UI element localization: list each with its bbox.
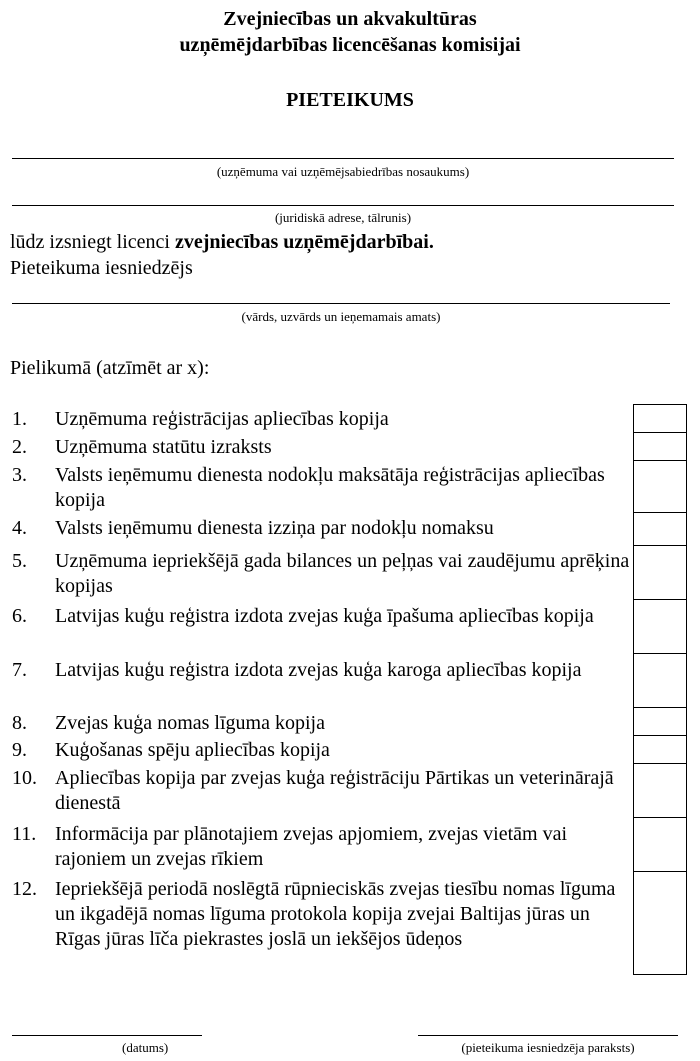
item-number: 2. <box>12 436 27 458</box>
signature-field-line[interactable] <box>418 1035 678 1036</box>
applicant-caption: (vārds, uzvārds un ieņemamais amats) <box>241 309 441 324</box>
legal-address-field-line[interactable] <box>12 205 674 206</box>
attachment-item-10: Apliecības kopija par zvejas kuģa reģistrāciju Pārtikas un veterinārajā dienestā <box>55 767 614 814</box>
item-8-checkbox[interactable] <box>633 707 687 736</box>
attachment-item-9: Kuģošanas spēju apliecības kopija <box>55 739 330 761</box>
company-name-caption: (uzņēmuma vai uzņēmējsabiedrības nosaukums) <box>216 164 470 179</box>
item-3-checkbox[interactable] <box>633 460 687 513</box>
item-10-checkbox[interactable] <box>633 763 687 818</box>
item-1-checkbox[interactable] <box>633 404 687 433</box>
date-caption: (datums) <box>122 1040 169 1055</box>
attachment-item-5: Uzņēmuma iepriekšējā gada bilances un peļņas vai zaudējumu aprēķina kopijas <box>55 550 630 597</box>
attachment-item-2: Uzņēmuma statūtu izraksts <box>55 436 272 458</box>
item-12-checkbox[interactable] <box>633 871 687 975</box>
item-2-checkbox[interactable] <box>633 432 687 461</box>
item-9-checkbox[interactable] <box>633 735 687 764</box>
company-name-field-line[interactable] <box>12 158 674 159</box>
request-prefix: lūdz izsniegt licenci <box>10 231 175 253</box>
applicant-field-line[interactable] <box>12 303 670 304</box>
applicant-label: Pieteikuma iesniedzējs <box>10 257 193 279</box>
item-number: 12. <box>12 878 37 900</box>
item-4-checkbox[interactable] <box>633 512 687 546</box>
item-5-checkbox[interactable] <box>633 545 687 600</box>
legal-address-caption: (juridiskā adrese, tālrunis) <box>274 210 412 225</box>
item-number: 1. <box>12 408 27 430</box>
attachment-item-6: Latvijas kuģu reģistra izdota zvejas kuģa īpašuma apliecības kopija <box>55 605 594 627</box>
item-6-checkbox[interactable] <box>633 599 687 654</box>
item-7-checkbox[interactable] <box>633 653 687 708</box>
attachment-item-1: Uzņēmuma reģistrācijas apliecības kopija <box>55 408 389 430</box>
attachments-heading: Pielikumā (atzīmēt ar x): <box>10 357 210 379</box>
attachment-item-12: Iepriekšējā periodā noslēgtā rūpnieciskās zvejas tiesību nomas līguma un ikgadējā nomas līguma protokola kopija zvejai Baltijas jūras un Rīgas jūras līča piekrastes joslā un iekšējos ūdeņos <box>55 878 616 950</box>
item-number: 11. <box>12 823 37 845</box>
recipient-line-1: Zvejniecības un akvakultūras <box>223 8 477 30</box>
item-number: 5. <box>12 550 27 572</box>
item-number: 10. <box>12 767 37 789</box>
recipient-line-2: uzņēmējdarbības licencēšanas komisijai <box>179 34 521 56</box>
attachment-item-4: Valsts ieņēmumu dienesta izziņa par nodokļu nomaksu <box>55 517 494 539</box>
item-number: 6. <box>12 605 27 627</box>
item-number: 9. <box>12 739 27 761</box>
item-number: 8. <box>12 712 27 734</box>
attachment-item-7: Latvijas kuģu reģistra izdota zvejas kuģa karoga apliecības kopija <box>55 659 582 681</box>
attachment-item-3: Valsts ieņēmumu dienesta nodokļu maksātāja reģistrācijas apliecības kopija <box>55 464 605 511</box>
document-title: PIETEIKUMS <box>286 89 414 111</box>
date-field-line[interactable] <box>12 1035 202 1036</box>
signature-caption: (pieteikuma iesniedzēja paraksts) <box>461 1040 635 1055</box>
licence-request-text <box>10 230 434 255</box>
attachment-item-11: Informācija par plānotajiem zvejas apjomiem, zvejas vietām vai rajoniem un zvejas rīkiem <box>55 823 568 870</box>
item-number: 4. <box>12 517 27 539</box>
attachment-item-8: Zvejas kuģa nomas līguma kopija <box>55 712 325 734</box>
item-11-checkbox[interactable] <box>633 817 687 872</box>
licence-type: zvejniecības uzņēmējdarbībai. <box>174 231 434 253</box>
item-number: 7. <box>12 659 27 681</box>
item-number: 3. <box>12 464 27 486</box>
